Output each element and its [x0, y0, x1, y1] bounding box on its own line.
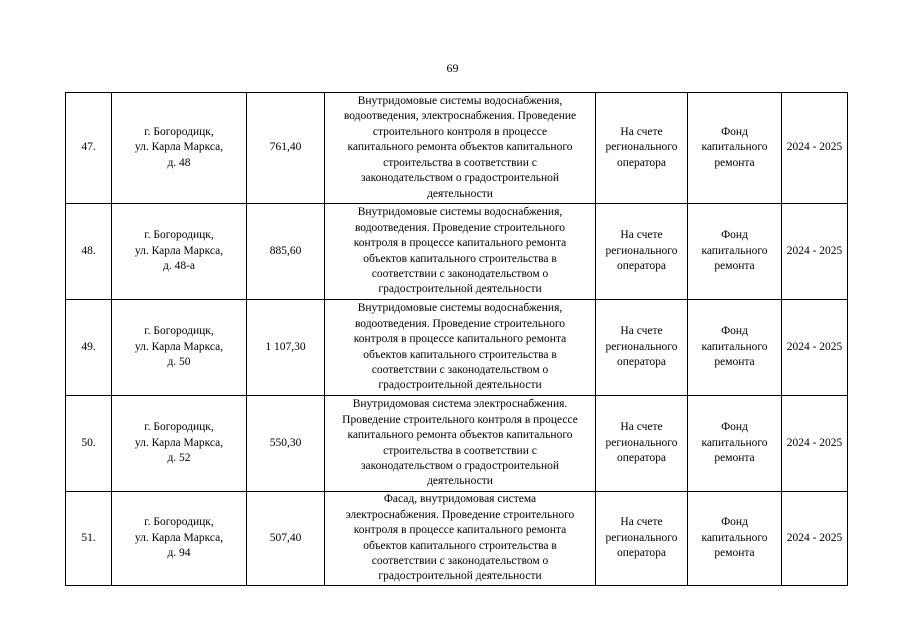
funding-method-cell — [596, 492, 688, 586]
works-line: законодательством о градостроительной — [360, 459, 560, 472]
address-line: ул. Карла Маркса, — [134, 436, 224, 449]
works-line: водоотведения. Проведение строительного — [354, 317, 566, 330]
address-line: д. 50 — [167, 356, 191, 369]
method-line: оператора — [616, 452, 667, 465]
source-line: капитального — [701, 436, 768, 449]
method-line: оператора — [616, 260, 667, 273]
works-line: законодательством о градостроительной — [360, 172, 560, 185]
source-line: ремонта — [714, 260, 755, 273]
works-line: Внутридомовые системы водоснабжения, — [357, 206, 563, 219]
works-line: деятельности — [427, 187, 493, 200]
period-cell: 2024 - 2025 — [782, 204, 848, 300]
funding-method-cell — [596, 396, 688, 492]
source-line: Фонд — [721, 421, 748, 434]
works-line: соответствии с законодательством о — [371, 267, 549, 280]
address-line: ул. Карла Маркса, — [134, 141, 224, 154]
method-line: оператора — [616, 547, 667, 560]
funding-method-cell — [596, 300, 688, 396]
works-line: строительства в соответствии с — [383, 156, 537, 169]
works-line: водоотведения, электроснабжения. Проведение — [343, 110, 577, 123]
works-line: водоотведения. Проведение строительного — [354, 221, 566, 234]
period-cell: 2024 - 2025 — [782, 300, 848, 396]
funding-source-cell — [688, 204, 782, 300]
address-line: г. Богородицк, — [144, 421, 214, 434]
works-line: Внутридомовые системы водоснабжения, — [357, 302, 563, 315]
row-number: 48. — [66, 204, 112, 300]
works-line: объектов капитального строительства в — [363, 348, 557, 361]
source-line: Фонд — [721, 325, 748, 338]
address-line: д. 48 — [167, 156, 191, 169]
funding-method-cell — [596, 93, 688, 204]
source-line: капитального — [701, 244, 768, 257]
works-cell — [325, 492, 596, 586]
method-line: На счете — [620, 325, 663, 338]
source-line: капитального — [701, 340, 768, 353]
works-cell — [325, 204, 596, 300]
area-cell: 885,60 — [247, 204, 325, 300]
source-line: ремонта — [714, 452, 755, 465]
address-line: ул. Карла Маркса, — [134, 340, 224, 353]
funding-source-cell — [688, 93, 782, 204]
funding-method-cell — [596, 204, 688, 300]
works-line: Фасад, внутридомовая система — [383, 493, 537, 506]
funding-source-cell — [688, 492, 782, 586]
method-line: оператора — [616, 156, 667, 169]
source-line: ремонта — [714, 547, 755, 560]
works-line: соответствии с законодательством о — [371, 554, 549, 567]
method-line: регионального — [605, 244, 678, 257]
source-line: капитального — [701, 141, 768, 154]
method-line: На счете — [620, 125, 663, 138]
works-line: строительства в соответствии с — [383, 444, 537, 457]
works-line: контроля в процессе капитального ремонта — [353, 524, 567, 537]
funding-source-cell — [688, 396, 782, 492]
period-cell: 2024 - 2025 — [782, 492, 848, 586]
table-row — [66, 300, 848, 396]
address-cell — [112, 300, 247, 396]
works-cell — [325, 300, 596, 396]
works-line: градостроительной деятельности — [378, 570, 542, 583]
address-line: ул. Карла Маркса, — [134, 531, 224, 544]
method-line: оператора — [616, 356, 667, 369]
source-line: ремонта — [714, 356, 755, 369]
row-number: 51. — [66, 492, 112, 586]
method-line: На счете — [620, 516, 663, 529]
works-cell — [325, 396, 596, 492]
method-line: На счете — [620, 421, 663, 434]
address-cell — [112, 204, 247, 300]
works-line: объектов капитального строительства в — [363, 252, 557, 265]
table-row — [66, 492, 848, 586]
table-row — [66, 396, 848, 492]
period-cell: 2024 - 2025 — [782, 396, 848, 492]
address-line: г. Богородицк, — [144, 125, 214, 138]
address-line: д. 52 — [167, 452, 191, 465]
works-line: капитального ремонта объектов капитального — [347, 429, 573, 442]
capital-repair-table — [65, 92, 848, 586]
address-line: г. Богородицк, — [144, 325, 214, 338]
page-number: 69 — [446, 61, 459, 75]
row-number: 50. — [66, 396, 112, 492]
address-cell — [112, 93, 247, 204]
method-line: регионального — [605, 141, 678, 154]
works-line: соответствии с законодательством о — [371, 363, 549, 376]
works-line: градостроительной деятельности — [378, 379, 542, 392]
row-number: 47. — [66, 93, 112, 204]
works-line: электроснабжения. Проведение строительного — [345, 508, 575, 521]
address-line: д. 94 — [167, 547, 191, 560]
period-cell: 2024 - 2025 — [782, 93, 848, 204]
method-line: На счете — [620, 229, 663, 242]
address-line: г. Богородицк, — [144, 229, 214, 242]
works-line: деятельности — [427, 475, 493, 488]
row-number: 49. — [66, 300, 112, 396]
method-line: регионального — [605, 531, 678, 544]
address-line: д. 48-а — [162, 260, 196, 273]
address-line: ул. Карла Маркса, — [134, 244, 224, 257]
works-line: контроля в процессе капитального ремонта — [353, 237, 567, 250]
area-cell: 1 107,30 — [247, 300, 325, 396]
method-line: регионального — [605, 436, 678, 449]
address-cell — [112, 396, 247, 492]
area-cell: 761,40 — [247, 93, 325, 204]
source-line: ремонта — [714, 156, 755, 169]
works-line: Проведение строительного контроля в процессе — [342, 413, 578, 426]
funding-source-cell — [688, 300, 782, 396]
area-cell: 550,30 — [247, 396, 325, 492]
table-row — [66, 204, 848, 300]
source-line: Фонд — [721, 516, 748, 529]
address-line: г. Богородицк, — [144, 516, 214, 529]
works-line: Внутридомовая система электроснабжения. — [352, 398, 568, 411]
address-cell — [112, 492, 247, 586]
source-line: капитального — [701, 531, 768, 544]
area-cell: 507,40 — [247, 492, 325, 586]
works-line: Внутридомовые системы водоснабжения, — [357, 95, 563, 108]
works-cell — [325, 93, 596, 204]
table-row — [66, 93, 848, 204]
works-line: градостроительной деятельности — [378, 283, 542, 296]
works-line: объектов капитального строительства в — [363, 539, 557, 552]
source-line: Фонд — [721, 125, 748, 138]
works-line: строительного контроля в процессе — [372, 125, 548, 138]
method-line: регионального — [605, 340, 678, 353]
works-line: капитального ремонта объектов капитального — [347, 141, 573, 154]
works-line: контроля в процессе капитального ремонта — [353, 333, 567, 346]
source-line: Фонд — [721, 229, 748, 242]
